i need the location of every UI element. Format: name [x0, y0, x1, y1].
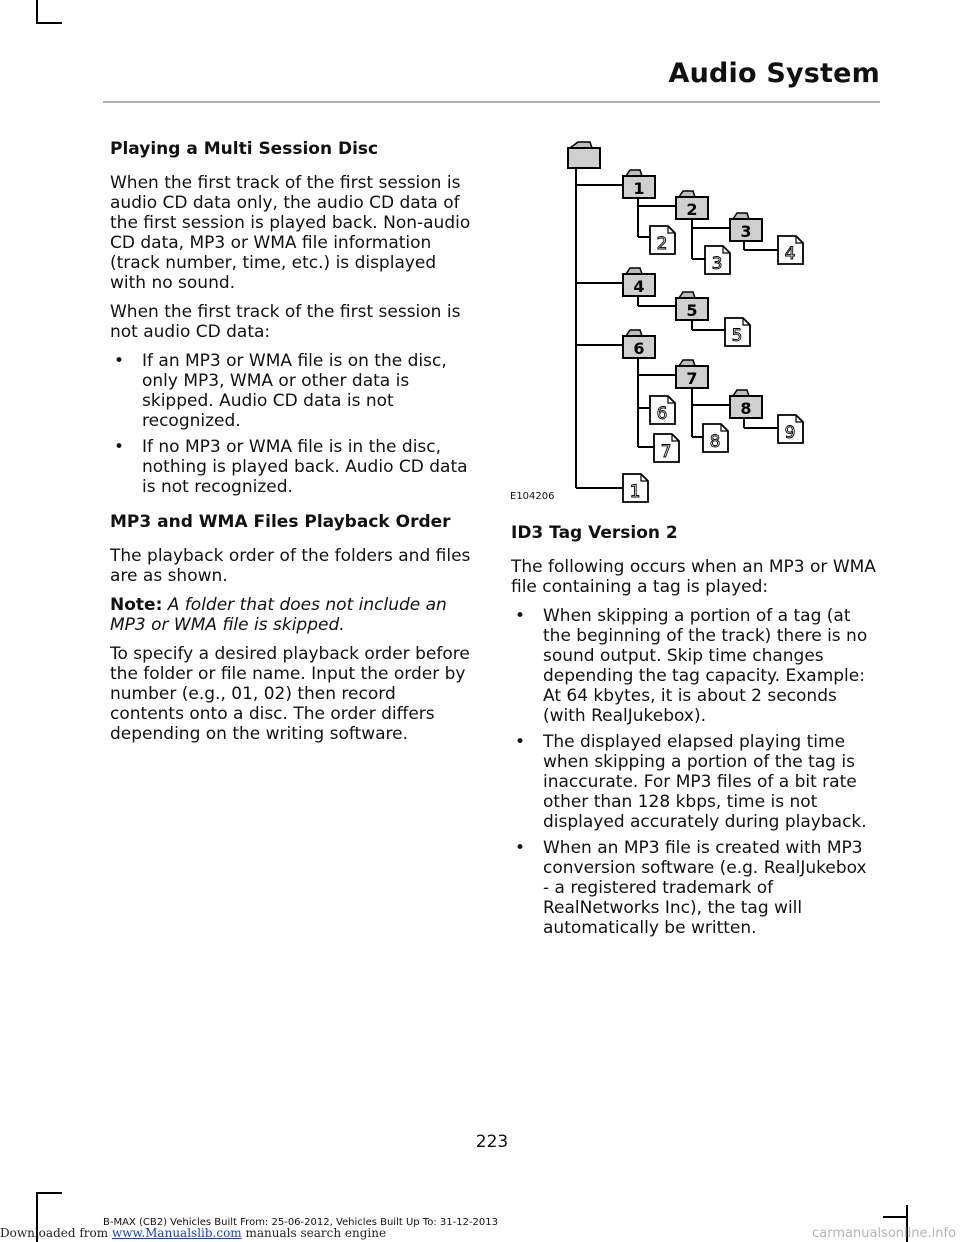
folder-icon [623, 268, 655, 296]
file-icon [725, 318, 750, 346]
folder-label: 6 [633, 339, 645, 358]
page-number: 223 [475, 1132, 509, 1152]
note [110, 595, 474, 635]
folder-icon [676, 292, 708, 320]
file-label: 3 [711, 254, 723, 274]
list-item: • If an MP3 or WMA file is on the disc, only MP3, WMA or other data is skipped. Audio CD data is not recognized. [110, 351, 474, 431]
folder-label: 2 [686, 200, 698, 219]
crop-mark-top-left-v [36, 0, 38, 24]
file-icon [705, 246, 730, 274]
page-header-title: Audio System [668, 58, 880, 89]
watermark: carmanualsonline.info [812, 1226, 956, 1241]
file-label: 5 [731, 326, 743, 346]
file-label: 6 [656, 404, 668, 424]
folder-label: 3 [740, 222, 752, 241]
section-heading-playback-order: MP3 and WMA Files Playback Order [110, 512, 451, 532]
folder-icon [676, 360, 708, 388]
file-label: 9 [784, 423, 796, 443]
folder-label: 8 [740, 399, 752, 418]
manualslib-link[interactable]: www.Manualslib.com [111, 1226, 242, 1240]
folder-label: 5 [686, 301, 698, 320]
paragraph: To specify a desired playback order before the folder or file name. Input the order by number (e.g., 01, 02) then record contents onto a disc. The order differs depending on the writing software. [110, 644, 470, 744]
folder-label: 4 [633, 277, 645, 296]
file-label: 1 [629, 482, 641, 502]
list-item: • If no MP3 or WMA file is in the disc, nothing is played back. Audio CD data is not recognized. [110, 437, 474, 497]
file-label: 4 [784, 244, 796, 264]
file-icon [650, 396, 675, 424]
file-icon [778, 236, 803, 264]
file-label: 8 [709, 432, 721, 452]
file-label: 2 [656, 234, 668, 254]
list-item: • When an MP3 file is created with MP3 conversion software (e.g. RealJukebox - a registered trademark of RealNetworks Inc), the tag will automatically be written. [511, 838, 877, 938]
note-label: Note: [110, 595, 163, 615]
list-item: • The displayed elapsed playing time when skipping a portion of the tag is inaccurate. For MP3 files of a bit rate other than 128 kbps, time is not displayed accurately during playback. [511, 732, 877, 832]
download-suffix: manuals search engine [241, 1226, 387, 1240]
footer-vehicle-info: B-MAX (CB2) Vehicles Built From: 25-06-2012, Vehicles Built Up To: 31-12-2013 [103, 1217, 498, 1228]
folder-icon [730, 390, 762, 418]
folder-icon [730, 213, 762, 241]
section-heading-multi-session: Playing a Multi Session Disc [110, 139, 379, 159]
crop-mark-bottom-right-h [883, 1216, 908, 1218]
bullet-list [110, 351, 474, 497]
folder-label: 1 [633, 179, 645, 198]
folder-icon [623, 170, 655, 198]
diagram-image-code: E104206 [510, 491, 555, 502]
folder-icon [676, 191, 708, 219]
header-rule [103, 101, 880, 103]
footer-download-note [0, 1226, 386, 1240]
right-column [511, 522, 877, 947]
folder-tree-diagram [508, 140, 808, 510]
list-item: • When skipping a portion of a tag (at the beginning of the track) there is no sound output. Skip time changes depending the tag capacity. Example: At 64 kbytes, it is about 2 seconds (with RealJukebox). [511, 606, 877, 726]
crop-mark-top-left-h [36, 22, 62, 24]
left-column [110, 138, 474, 753]
paragraph: When the first track of the first session is audio CD data only, the audio CD data of the first session is played back. Non-audio CD data, MP3 or WMA file information (track number, time, etc.) is displayed with no sound. [110, 173, 471, 293]
file-icon [778, 415, 803, 443]
root-folder-icon [568, 142, 600, 168]
paragraph: The following occurs when an MP3 or WMA file containing a tag is played: [511, 557, 876, 597]
file-icon [650, 226, 675, 254]
paragraph: The playback order of the folders and files are as shown. [110, 546, 471, 586]
folder-icon [623, 330, 655, 358]
paragraph: When the first track of the first session is not audio CD data: [110, 302, 461, 342]
download-prefix: Downloaded from [0, 1226, 112, 1240]
crop-mark-bottom-left-h [36, 1192, 62, 1194]
bullet-list [511, 606, 877, 938]
note-text: A folder that does not include an MP3 or WMA file is skipped. [110, 595, 447, 635]
file-icon [623, 474, 648, 502]
folder-label: 7 [686, 369, 698, 388]
section-heading-id3-tag: ID3 Tag Version 2 [511, 523, 678, 543]
file-label: 7 [660, 442, 672, 462]
file-icon [654, 434, 679, 462]
file-icon [703, 424, 728, 452]
